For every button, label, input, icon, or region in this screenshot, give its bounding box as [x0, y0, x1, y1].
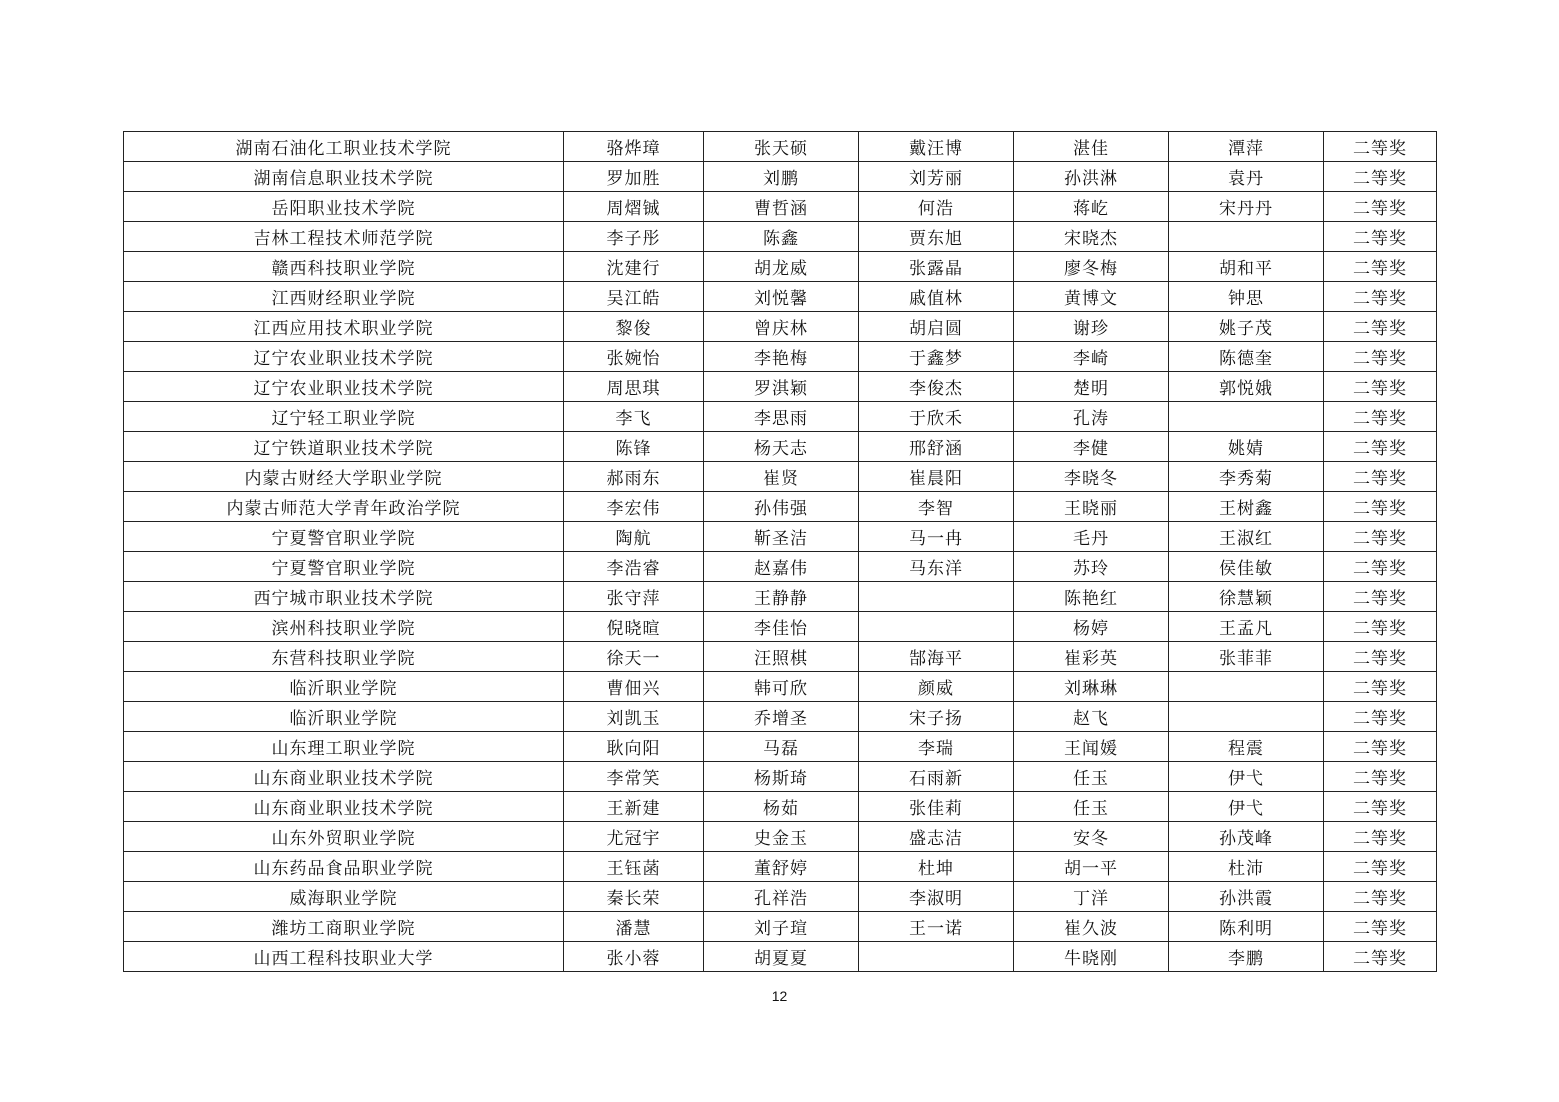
school-name-cell: 吉林工程技术师范学院 [124, 222, 564, 252]
student-3-cell: 戚值林 [859, 282, 1014, 312]
student-2-cell: 孔祥浩 [704, 882, 859, 912]
table-row [124, 282, 1437, 312]
student-3-cell: 李俊杰 [859, 372, 1014, 402]
school-name-cell: 辽宁农业职业技术学院 [124, 372, 564, 402]
teacher-2-cell: 杜沛 [1169, 852, 1324, 882]
table-row [124, 162, 1437, 192]
teacher-2-cell: 王淑红 [1169, 522, 1324, 552]
award-cell: 二等奖 [1324, 792, 1437, 822]
table-row [124, 702, 1437, 732]
teacher-2-cell: 侯佳敏 [1169, 552, 1324, 582]
award-cell: 二等奖 [1324, 192, 1437, 222]
student-2-cell: 靳圣洁 [704, 522, 859, 552]
teacher-2-cell: 潭萍 [1169, 132, 1324, 162]
table-row [124, 792, 1437, 822]
student-3-cell [859, 582, 1014, 612]
award-cell: 二等奖 [1324, 942, 1437, 972]
student-1-cell: 张小蓉 [564, 942, 704, 972]
school-name-cell: 辽宁铁道职业技术学院 [124, 432, 564, 462]
teacher-2-cell: 孙洪霞 [1169, 882, 1324, 912]
student-3-cell: 张露晶 [859, 252, 1014, 282]
school-name-cell: 内蒙古财经大学职业学院 [124, 462, 564, 492]
table-row [124, 462, 1437, 492]
student-2-cell: 杨天志 [704, 432, 859, 462]
student-3-cell: 李淑明 [859, 882, 1014, 912]
school-name-cell: 江西应用技术职业学院 [124, 312, 564, 342]
student-2-cell: 曹哲涵 [704, 192, 859, 222]
teacher-1-cell: 丁洋 [1014, 882, 1169, 912]
teacher-1-cell: 蒋屹 [1014, 192, 1169, 222]
teacher-1-cell: 宋晓杰 [1014, 222, 1169, 252]
award-cell: 二等奖 [1324, 432, 1437, 462]
student-1-cell: 刘凯玉 [564, 702, 704, 732]
student-2-cell: 李佳怡 [704, 612, 859, 642]
student-1-cell: 李子彤 [564, 222, 704, 252]
award-cell: 二等奖 [1324, 612, 1437, 642]
school-name-cell: 山东药品食品职业学院 [124, 852, 564, 882]
award-cell: 二等奖 [1324, 492, 1437, 522]
student-2-cell: 崔贤 [704, 462, 859, 492]
student-2-cell: 胡龙威 [704, 252, 859, 282]
teacher-1-cell: 湛佳 [1014, 132, 1169, 162]
student-1-cell: 尤冠宇 [564, 822, 704, 852]
student-1-cell: 黎俊 [564, 312, 704, 342]
student-3-cell: 宋子扬 [859, 702, 1014, 732]
table-row [124, 912, 1437, 942]
teacher-1-cell: 崔彩英 [1014, 642, 1169, 672]
school-name-cell: 临沂职业学院 [124, 702, 564, 732]
teacher-2-cell: 李鹏 [1169, 942, 1324, 972]
teacher-1-cell: 苏玲 [1014, 552, 1169, 582]
award-cell: 二等奖 [1324, 312, 1437, 342]
teacher-1-cell: 任玉 [1014, 792, 1169, 822]
award-cell: 二等奖 [1324, 342, 1437, 372]
table-row [124, 432, 1437, 462]
student-3-cell: 于鑫梦 [859, 342, 1014, 372]
award-cell: 二等奖 [1324, 282, 1437, 312]
award-cell: 二等奖 [1324, 912, 1437, 942]
student-3-cell: 李瑞 [859, 732, 1014, 762]
student-2-cell: 刘悦馨 [704, 282, 859, 312]
teacher-1-cell: 毛丹 [1014, 522, 1169, 552]
teacher-1-cell: 廖冬梅 [1014, 252, 1169, 282]
student-2-cell: 陈鑫 [704, 222, 859, 252]
teacher-2-cell [1169, 402, 1324, 432]
student-1-cell: 骆烨璋 [564, 132, 704, 162]
school-name-cell: 滨州科技职业学院 [124, 612, 564, 642]
school-name-cell: 山东理工职业学院 [124, 732, 564, 762]
student-1-cell: 吴江皓 [564, 282, 704, 312]
teacher-1-cell: 孙洪淋 [1014, 162, 1169, 192]
student-3-cell [859, 942, 1014, 972]
student-1-cell: 倪晓暄 [564, 612, 704, 642]
student-2-cell: 汪照棋 [704, 642, 859, 672]
student-3-cell: 邢舒涵 [859, 432, 1014, 462]
school-name-cell: 岳阳职业技术学院 [124, 192, 564, 222]
student-3-cell: 李智 [859, 492, 1014, 522]
table-row [124, 852, 1437, 882]
award-cell: 二等奖 [1324, 372, 1437, 402]
teacher-2-cell: 陈德奎 [1169, 342, 1324, 372]
award-cell: 二等奖 [1324, 702, 1437, 732]
student-1-cell: 张婉怡 [564, 342, 704, 372]
teacher-2-cell: 郭悦娥 [1169, 372, 1324, 402]
student-3-cell: 胡启圆 [859, 312, 1014, 342]
student-1-cell: 王新建 [564, 792, 704, 822]
teacher-1-cell: 刘琳琳 [1014, 672, 1169, 702]
student-1-cell: 周熠铖 [564, 192, 704, 222]
table-row [124, 402, 1437, 432]
table-row [124, 492, 1437, 522]
award-cell: 二等奖 [1324, 762, 1437, 792]
table-row [124, 222, 1437, 252]
teacher-2-cell: 徐慧颖 [1169, 582, 1324, 612]
school-name-cell: 东营科技职业学院 [124, 642, 564, 672]
school-name-cell: 山西工程科技职业大学 [124, 942, 564, 972]
table-body [124, 132, 1437, 972]
student-3-cell: 崔晨阳 [859, 462, 1014, 492]
school-name-cell: 山东商业职业技术学院 [124, 762, 564, 792]
school-name-cell: 辽宁轻工职业学院 [124, 402, 564, 432]
student-1-cell: 罗加胜 [564, 162, 704, 192]
school-name-cell: 宁夏警官职业学院 [124, 552, 564, 582]
school-name-cell: 山东商业职业技术学院 [124, 792, 564, 822]
table-row [124, 372, 1437, 402]
student-3-cell [859, 612, 1014, 642]
school-name-cell: 山东外贸职业学院 [124, 822, 564, 852]
table-row [124, 612, 1437, 642]
student-3-cell: 郜海平 [859, 642, 1014, 672]
award-cell: 二等奖 [1324, 462, 1437, 492]
award-cell: 二等奖 [1324, 732, 1437, 762]
award-cell: 二等奖 [1324, 402, 1437, 432]
student-1-cell: 李飞 [564, 402, 704, 432]
award-cell: 二等奖 [1324, 672, 1437, 702]
student-2-cell: 杨茹 [704, 792, 859, 822]
student-1-cell: 周思琪 [564, 372, 704, 402]
teacher-1-cell: 赵飞 [1014, 702, 1169, 732]
award-cell: 二等奖 [1324, 552, 1437, 582]
teacher-1-cell: 陈艳红 [1014, 582, 1169, 612]
student-1-cell: 陈锋 [564, 432, 704, 462]
table-row [124, 762, 1437, 792]
table-row [124, 252, 1437, 282]
student-1-cell: 曹佃兴 [564, 672, 704, 702]
teacher-2-cell: 孙茂峰 [1169, 822, 1324, 852]
table-row [124, 732, 1437, 762]
teacher-2-cell [1169, 672, 1324, 702]
table-row [124, 342, 1437, 372]
award-cell: 二等奖 [1324, 582, 1437, 612]
teacher-2-cell: 张菲菲 [1169, 642, 1324, 672]
teacher-2-cell: 李秀菊 [1169, 462, 1324, 492]
student-2-cell: 张天硕 [704, 132, 859, 162]
teacher-2-cell: 陈利明 [1169, 912, 1324, 942]
teacher-1-cell: 安冬 [1014, 822, 1169, 852]
teacher-2-cell: 程震 [1169, 732, 1324, 762]
school-name-cell: 潍坊工商职业学院 [124, 912, 564, 942]
award-cell: 二等奖 [1324, 222, 1437, 252]
school-name-cell: 西宁城市职业技术学院 [124, 582, 564, 612]
award-cell: 二等奖 [1324, 162, 1437, 192]
table-row [124, 942, 1437, 972]
student-3-cell: 贾东旭 [859, 222, 1014, 252]
student-2-cell: 刘子瑄 [704, 912, 859, 942]
teacher-1-cell: 王晓丽 [1014, 492, 1169, 522]
student-3-cell: 于欣禾 [859, 402, 1014, 432]
student-3-cell: 刘芳丽 [859, 162, 1014, 192]
student-3-cell: 杜坤 [859, 852, 1014, 882]
table-row [124, 522, 1437, 552]
student-1-cell: 秦长荣 [564, 882, 704, 912]
student-3-cell: 石雨新 [859, 762, 1014, 792]
table-row [124, 312, 1437, 342]
teacher-1-cell: 崔久波 [1014, 912, 1169, 942]
student-1-cell: 耿向阳 [564, 732, 704, 762]
student-2-cell: 马磊 [704, 732, 859, 762]
teacher-2-cell: 伊弋 [1169, 792, 1324, 822]
award-cell: 二等奖 [1324, 642, 1437, 672]
student-2-cell: 王静静 [704, 582, 859, 612]
student-2-cell: 罗淇颖 [704, 372, 859, 402]
student-1-cell: 沈建行 [564, 252, 704, 282]
student-1-cell: 王钰菡 [564, 852, 704, 882]
student-2-cell: 胡夏夏 [704, 942, 859, 972]
student-3-cell: 戴汪博 [859, 132, 1014, 162]
teacher-2-cell [1169, 222, 1324, 252]
award-cell: 二等奖 [1324, 132, 1437, 162]
student-1-cell: 李浩睿 [564, 552, 704, 582]
award-cell: 二等奖 [1324, 252, 1437, 282]
award-cell: 二等奖 [1324, 852, 1437, 882]
student-1-cell: 张守萍 [564, 582, 704, 612]
student-1-cell: 陶航 [564, 522, 704, 552]
teacher-1-cell: 胡一平 [1014, 852, 1169, 882]
table-row [124, 822, 1437, 852]
student-2-cell: 曾庆林 [704, 312, 859, 342]
teacher-2-cell: 宋丹丹 [1169, 192, 1324, 222]
student-3-cell: 盛志洁 [859, 822, 1014, 852]
teacher-1-cell: 李健 [1014, 432, 1169, 462]
school-name-cell: 临沂职业学院 [124, 672, 564, 702]
teacher-2-cell: 胡和平 [1169, 252, 1324, 282]
teacher-2-cell: 袁丹 [1169, 162, 1324, 192]
teacher-1-cell: 李崎 [1014, 342, 1169, 372]
student-1-cell: 李常笑 [564, 762, 704, 792]
award-cell: 二等奖 [1324, 522, 1437, 552]
teacher-2-cell: 钟思 [1169, 282, 1324, 312]
table-row [124, 642, 1437, 672]
teacher-1-cell: 孔涛 [1014, 402, 1169, 432]
school-name-cell: 辽宁农业职业技术学院 [124, 342, 564, 372]
school-name-cell: 湖南信息职业技术学院 [124, 162, 564, 192]
teacher-1-cell: 谢珍 [1014, 312, 1169, 342]
award-cell: 二等奖 [1324, 882, 1437, 912]
student-3-cell: 马一冉 [859, 522, 1014, 552]
student-2-cell: 孙伟强 [704, 492, 859, 522]
teacher-2-cell: 伊弋 [1169, 762, 1324, 792]
student-2-cell: 杨斯琦 [704, 762, 859, 792]
school-name-cell: 赣西科技职业学院 [124, 252, 564, 282]
student-1-cell: 郝雨东 [564, 462, 704, 492]
table-row [124, 882, 1437, 912]
teacher-2-cell: 姚子茂 [1169, 312, 1324, 342]
student-3-cell: 张佳莉 [859, 792, 1014, 822]
table-row [124, 552, 1437, 582]
table-row [124, 672, 1437, 702]
student-3-cell: 马东洋 [859, 552, 1014, 582]
teacher-1-cell: 王闻媛 [1014, 732, 1169, 762]
student-1-cell: 潘慧 [564, 912, 704, 942]
student-1-cell: 徐天一 [564, 642, 704, 672]
school-name-cell: 宁夏警官职业学院 [124, 522, 564, 552]
student-3-cell: 何浩 [859, 192, 1014, 222]
student-2-cell: 李艳梅 [704, 342, 859, 372]
teacher-2-cell [1169, 702, 1324, 732]
student-2-cell: 史金玉 [704, 822, 859, 852]
student-3-cell: 颜威 [859, 672, 1014, 702]
student-2-cell: 李思雨 [704, 402, 859, 432]
award-table [123, 131, 1437, 972]
teacher-1-cell: 楚明 [1014, 372, 1169, 402]
table-row [124, 132, 1437, 162]
teacher-2-cell: 王树鑫 [1169, 492, 1324, 522]
teacher-2-cell: 姚婧 [1169, 432, 1324, 462]
page-number: 12 [771, 988, 788, 1004]
table-row [124, 192, 1437, 222]
school-name-cell: 江西财经职业学院 [124, 282, 564, 312]
teacher-2-cell: 王孟凡 [1169, 612, 1324, 642]
teacher-1-cell: 牛晓刚 [1014, 942, 1169, 972]
award-cell: 二等奖 [1324, 822, 1437, 852]
school-name-cell: 威海职业学院 [124, 882, 564, 912]
student-3-cell: 王一诺 [859, 912, 1014, 942]
student-2-cell: 刘鹏 [704, 162, 859, 192]
teacher-1-cell: 杨婷 [1014, 612, 1169, 642]
teacher-1-cell: 黄博文 [1014, 282, 1169, 312]
table-row [124, 582, 1437, 612]
student-2-cell: 董舒婷 [704, 852, 859, 882]
teacher-1-cell: 李晓冬 [1014, 462, 1169, 492]
student-1-cell: 李宏伟 [564, 492, 704, 522]
student-2-cell: 赵嘉伟 [704, 552, 859, 582]
school-name-cell: 内蒙古师范大学青年政治学院 [124, 492, 564, 522]
school-name-cell: 湖南石油化工职业技术学院 [124, 132, 564, 162]
student-2-cell: 韩可欣 [704, 672, 859, 702]
student-2-cell: 乔增圣 [704, 702, 859, 732]
teacher-1-cell: 任玉 [1014, 762, 1169, 792]
